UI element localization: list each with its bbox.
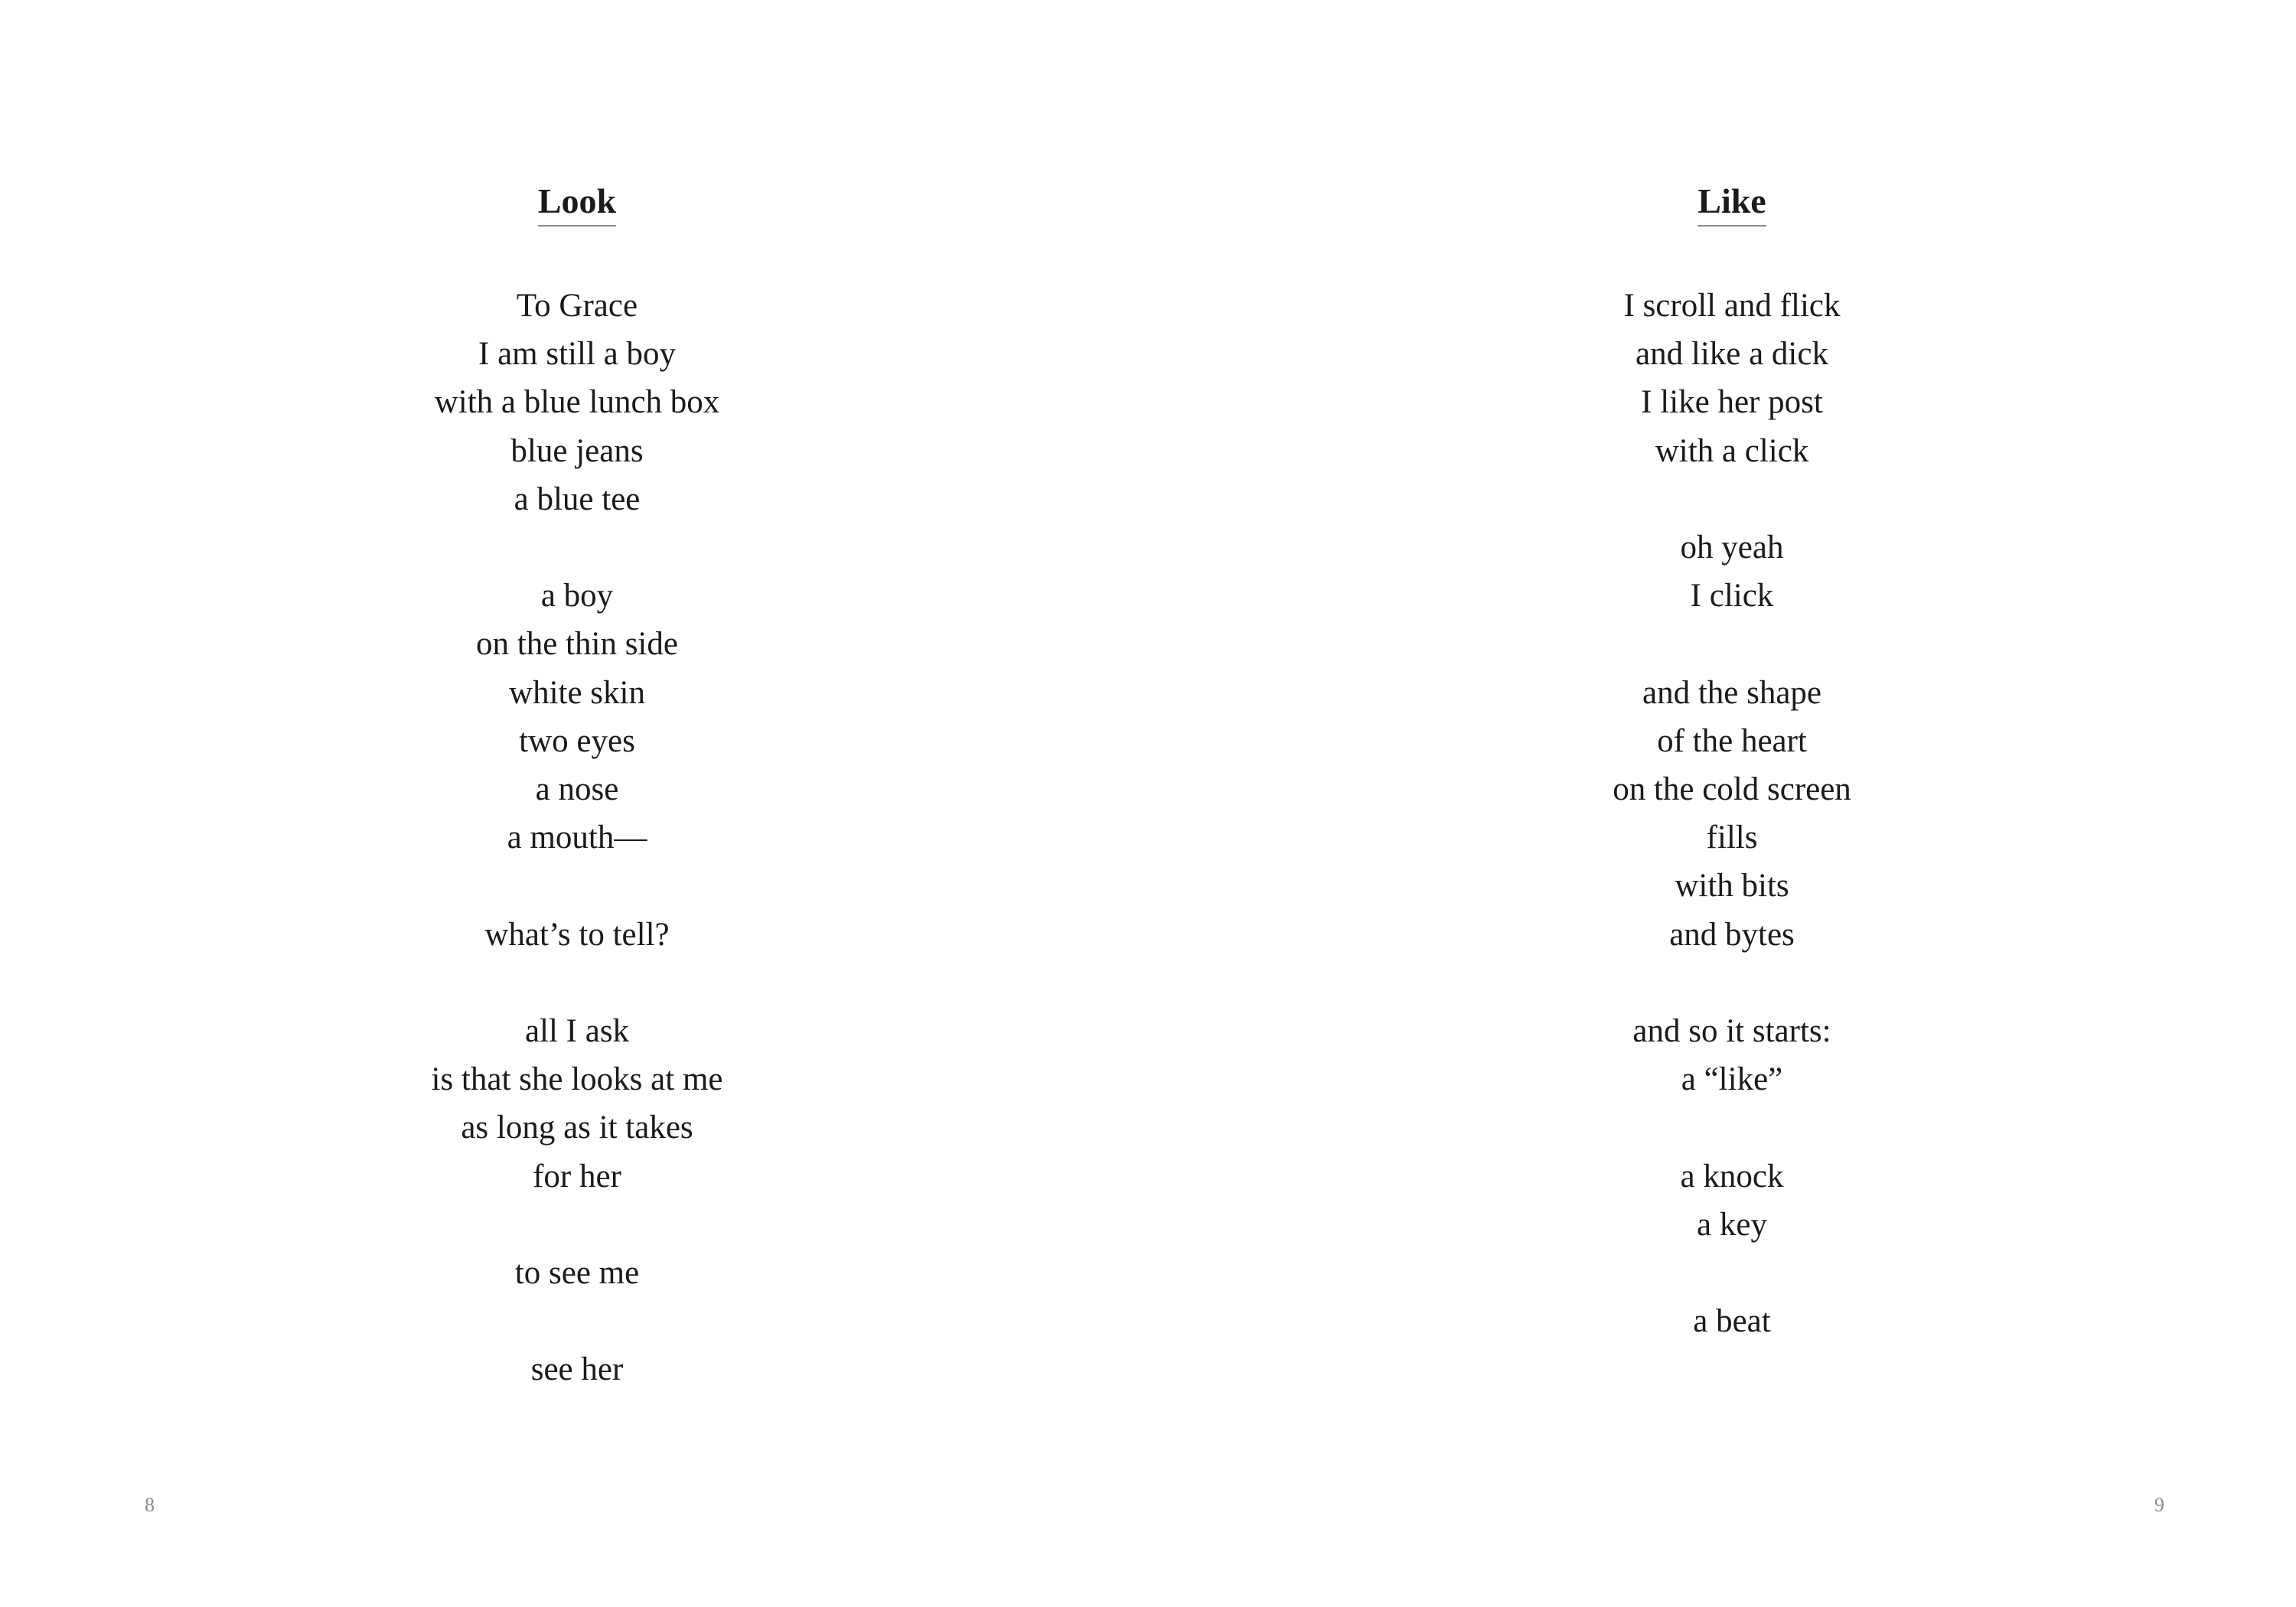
stanza-break: [233, 959, 921, 1007]
stanza-break: [1388, 1249, 2076, 1297]
stanza-break: [233, 523, 921, 572]
poem-line: a key: [1697, 1206, 1767, 1243]
poem-body: [1388, 282, 2076, 1345]
poem-line: and bytes: [1669, 916, 1795, 953]
stanza-break: [233, 1201, 921, 1249]
poem-line: all I ask: [524, 1013, 630, 1049]
poem-line: oh yeah: [1680, 530, 1784, 566]
poem-line: with a click: [1655, 432, 1809, 469]
poem-line: is that she looks at me: [431, 1061, 723, 1098]
poem-title: Like: [1698, 184, 1766, 227]
stanza-break: [1388, 475, 2076, 523]
stanza-break: [233, 862, 921, 910]
page-number: 9: [2154, 1494, 2164, 1516]
stanza-break: [1388, 1103, 2076, 1152]
poem-line: blue jeans: [510, 432, 644, 469]
poem-line: a “like”: [1681, 1061, 1783, 1098]
poem-line: for her: [533, 1158, 621, 1195]
poem-line: with a blue lunch box: [434, 384, 720, 421]
poem-line: I like her post: [1641, 384, 1823, 421]
poem-line: of the heart: [1657, 722, 1807, 759]
stanza-break: [233, 1297, 921, 1345]
poem-line: and the shape: [1642, 674, 1822, 711]
poem-line: To Grace: [516, 288, 638, 324]
poem-line: a mouth—: [507, 820, 647, 856]
poem-line: two eyes: [519, 722, 635, 759]
poem-line: a beat: [1693, 1303, 1771, 1340]
poem-line: I am still a boy: [478, 336, 676, 373]
right-page: [1148, 0, 2296, 1607]
poem-line: a boy: [540, 578, 614, 614]
poem-line: to see me: [514, 1255, 640, 1291]
poem-line: white skin: [509, 674, 645, 711]
poem-line: on the thin side: [476, 626, 678, 663]
poem-line: a knock: [1680, 1158, 1784, 1195]
poem-line: and like a dick: [1636, 336, 1828, 373]
poem-line: I scroll and flick: [1623, 288, 1841, 324]
poem-line: a blue tee: [514, 481, 641, 517]
poem-look: [233, 181, 921, 1394]
poem-line: what’s to tell?: [484, 916, 670, 953]
poem-line: and so it starts:: [1632, 1013, 1831, 1049]
poem-line: a nose: [535, 771, 619, 808]
poem-title: Look: [538, 184, 616, 227]
poem-line: I click: [1690, 578, 1774, 614]
poem-line: see her: [530, 1351, 624, 1388]
poem-line: on the cold screen: [1613, 771, 1851, 807]
stanza-break: [1388, 620, 2076, 668]
poem-line: fills: [1706, 820, 1758, 856]
poem-body: [233, 282, 921, 1394]
poem-line: with bits: [1675, 868, 1789, 905]
page-number: 8: [145, 1494, 155, 1516]
poem-like: [1388, 181, 2076, 1345]
poem-line: as long as it takes: [461, 1110, 693, 1146]
stanza-break: [1388, 959, 2076, 1007]
